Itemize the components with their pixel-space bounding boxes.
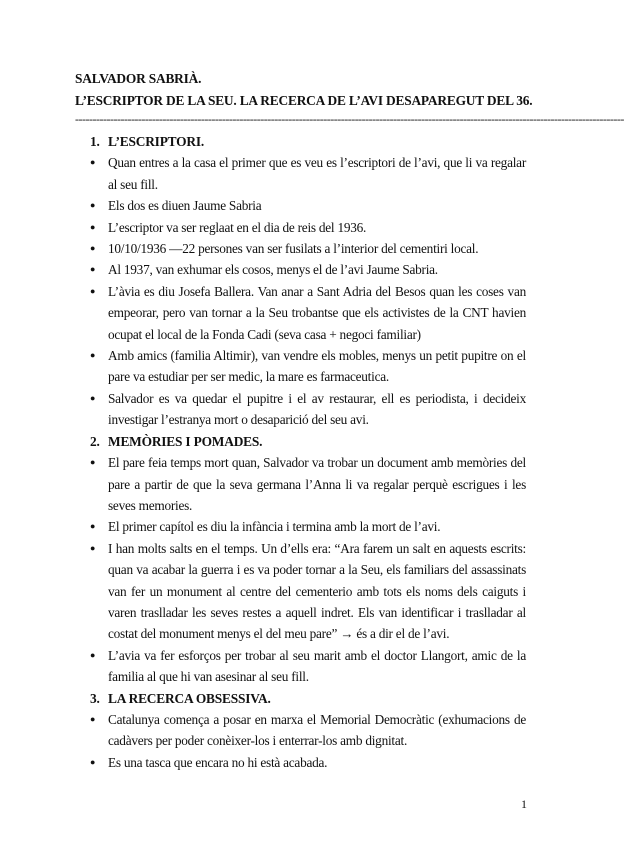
bullet-icon: ● <box>90 285 96 296</box>
list-item-text: Quan entres a la casa el primer que es veu es l’escriptori de l’avi, que li va regalar al seu fill. <box>108 155 526 192</box>
bullet-list <box>90 452 526 687</box>
list-item-text: El pare feia temps mort quan, Salvador va trobar un document amb memòries del pare a partir de que la seva germana l’Anna li va regalar perquè escrigues i les seves memories. <box>108 455 526 513</box>
page-number: 1 <box>521 797 527 811</box>
bullet-icon: ● <box>90 713 96 724</box>
list-item <box>90 538 526 645</box>
document-header <box>75 68 535 112</box>
list-item <box>90 452 526 516</box>
bullet-icon: ● <box>90 649 96 660</box>
list-item <box>90 645 526 688</box>
document-title-line-2: L’ESCRIPTOR DE LA SEU. LA RECERCA DE L’AVI DESAPAREGUT DEL 36. <box>75 93 533 108</box>
separator-line: ------------------------------------------------------------------------------------------------------------------------------------------------------------- <box>75 112 624 126</box>
section-heading <box>90 688 526 709</box>
list-item <box>90 195 526 216</box>
section-number: 2. <box>90 433 100 449</box>
list-item-text: El primer capítol es diu la infància i termina amb la mort de l’avi. <box>108 519 441 535</box>
list-item <box>90 345 526 388</box>
list-item <box>90 516 526 537</box>
list-item-text: L’àvia es diu Josefa Ballera. Van anar a Sant Adria del Besos quan les coses van empeorar, pero van tornar a la Seu trobantse que els activistes de la CNT havien ocupat el local de la Fonda Cadi (seva casa + negoci familiar) <box>108 283 526 342</box>
section-number: 1. <box>90 134 100 149</box>
bullet-icon: ● <box>90 200 96 211</box>
section-title: MEMÒRIES I POMADES. <box>108 433 263 449</box>
bullet-icon: ● <box>90 350 96 361</box>
list-item-text: I han molts salts en el temps. Un d’ells era: “Ara farem un salt en aquests escrits: quan va acabar la guerra i es va poder tornar a la Seu, els familiars del assassinats van fer un monument al centre del cementerio amb tots els noms dels caiguts i varen traslladar les seves restes a aquell indret. Els van identificar i traslladar al costat del monument menys el del meu pare” → és a dir el de l’avi. <box>108 540 526 642</box>
bullet-icon: ● <box>90 243 96 254</box>
list-item-text: Catalunya comença a posar en marxa el Memorial Democràtic (exhumacions de cadàvers per poder conèixer-los i enterrar-los amb dignitat. <box>108 711 526 749</box>
section-heading <box>90 131 526 152</box>
bullet-icon: ● <box>90 542 96 553</box>
bullet-icon: ● <box>90 157 96 168</box>
bullet-icon: ● <box>90 221 96 232</box>
list-item <box>90 388 526 431</box>
list-item <box>90 217 526 238</box>
list-item-text: Al 1937, van exhumar els cosos, menys el de l’avi Jaume Sabria. <box>108 262 438 278</box>
bullet-icon: ● <box>90 756 96 767</box>
list-item-text: Els dos es diuen Jaume Sabria <box>108 198 262 214</box>
bullet-icon: ● <box>90 457 96 468</box>
document-title-line-1: SALVADOR SABRIÀ. <box>75 71 202 86</box>
list-item <box>90 259 526 280</box>
list-item-text: Amb amics (familia Altimir), van vendre els mobles, menys un petit pupitre on el pare va estudiar per ser medic, la mare es farmaceutica. <box>108 348 526 385</box>
bullet-icon: ● <box>90 521 96 532</box>
section-title: L’ESCRIPTORI. <box>108 134 205 149</box>
list-item-text: L’avia va fer esforços per trobar al seu marit amb el doctor Llangort, amic de la familia al que hi van asesinar al seu fill. <box>108 647 526 685</box>
section-title: LA RECERCA OBSESSIVA. <box>108 690 271 706</box>
list-item-text: 10/10/1936 —22 persones van ser fusilats a l’interior del cementiri local. <box>108 241 479 257</box>
list-item <box>90 709 526 752</box>
bullet-icon: ● <box>90 264 96 275</box>
document-body <box>90 131 526 773</box>
list-item-text: Salvador es va quedar el pupitre i el av restaurar, ell es periodista, i decideix investigar l’estranya mort o desaparició del seu avi. <box>108 390 526 428</box>
list-item <box>90 238 526 259</box>
list-item <box>90 752 526 773</box>
list-item <box>90 152 526 195</box>
list-item-text: L’escriptor va ser reglaat en el dia de reis del 1936. <box>108 219 367 235</box>
bullet-list <box>90 709 526 773</box>
section-heading <box>90 431 526 452</box>
bullet-list <box>90 152 526 430</box>
section-number: 3. <box>90 690 100 706</box>
list-item-text: Es una tasca que encara no hi està acabada. <box>108 754 328 770</box>
bullet-icon: ● <box>90 392 96 403</box>
list-item <box>90 281 526 345</box>
